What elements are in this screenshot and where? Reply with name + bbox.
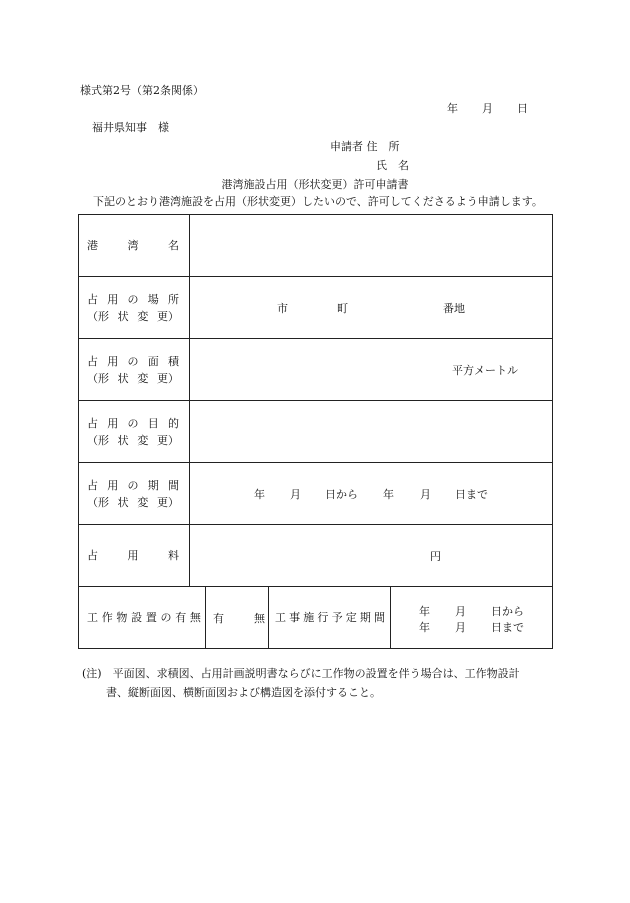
form-number: 様式第2号（第2条関係） bbox=[80, 84, 204, 97]
attachment-note bbox=[82, 664, 552, 702]
date-month-label: 月 bbox=[482, 102, 493, 115]
note-line-2: 書、縦断面図、横断面図および構造図を添付すること。 bbox=[106, 686, 381, 699]
location-lot-label: 番地 bbox=[443, 301, 465, 315]
row-location bbox=[79, 277, 553, 339]
area-label: 占 用 の 面 積 （形 状 変 更） bbox=[79, 339, 190, 401]
area-field[interactable] bbox=[190, 339, 553, 401]
port-name-label: 港 湾 名 bbox=[79, 215, 190, 277]
period-month1: 月 bbox=[290, 487, 301, 501]
form-title: 港湾施設占用（形状変更）許可申請書 bbox=[221, 178, 409, 191]
period-year2: 年 bbox=[383, 487, 394, 501]
addressee: 福井県知事 様 bbox=[92, 121, 169, 134]
period-until: 日まで bbox=[455, 487, 488, 501]
location-town-label: 町 bbox=[337, 301, 348, 315]
row-area bbox=[79, 339, 553, 401]
structure-no-label: 無 bbox=[254, 611, 265, 625]
row-port-name bbox=[79, 215, 553, 277]
period-from: 日から bbox=[325, 487, 358, 501]
row-structure bbox=[79, 587, 553, 649]
row-fee bbox=[79, 525, 553, 587]
work-period-label: 工 事 施 行 予 定 期 間 bbox=[269, 587, 391, 649]
fee-unit-label: 円 bbox=[430, 549, 441, 563]
structure-label: 工 作 物 設 置 の 有 無 bbox=[79, 587, 206, 649]
applicant-name-label: 氏 名 bbox=[376, 159, 409, 172]
fee-field[interactable] bbox=[190, 525, 553, 587]
work-period-from: 年 月 日から bbox=[419, 605, 524, 618]
date-day-label: 日 bbox=[517, 102, 528, 115]
work-period-until: 年 月 日まで bbox=[419, 621, 524, 634]
purpose-label: 占 用 の 目 的 （形 状 変 更） bbox=[79, 401, 190, 463]
structure-yes-label: 有 bbox=[213, 611, 224, 625]
application-table bbox=[78, 214, 553, 649]
work-period-field[interactable] bbox=[391, 587, 553, 649]
application-date bbox=[447, 100, 528, 116]
area-unit-label: 平方メートル bbox=[452, 363, 518, 377]
period-month2: 月 bbox=[420, 487, 431, 501]
port-name-field[interactable] bbox=[190, 215, 553, 277]
fee-label: 占 用 料 bbox=[79, 525, 190, 587]
applicant-address-label: 申請者 住 所 bbox=[330, 140, 400, 153]
period-field[interactable] bbox=[190, 463, 553, 525]
purpose-field[interactable] bbox=[190, 401, 553, 463]
note-line-1: (注) 平面図、求積図、占用計画説明書ならびに工作物の設置を伴う場合は、工作物設計 bbox=[82, 667, 520, 680]
structure-yes-no-field[interactable] bbox=[206, 587, 269, 649]
location-label: 占 用 の 場 所 （形 状 変 更） bbox=[79, 277, 190, 339]
period-label: 占 用 の 期 間 （形 状 変 更） bbox=[79, 463, 190, 525]
period-year1: 年 bbox=[254, 487, 265, 501]
row-purpose bbox=[79, 401, 553, 463]
location-city-label: 市 bbox=[277, 301, 288, 315]
location-field[interactable] bbox=[190, 277, 553, 339]
intro-text: 下記のとおり港湾施設を占用（形状変更）したいので、許可してくださるよう申請します。 bbox=[93, 195, 543, 208]
row-period bbox=[79, 463, 553, 525]
date-year-label: 年 bbox=[447, 102, 458, 115]
